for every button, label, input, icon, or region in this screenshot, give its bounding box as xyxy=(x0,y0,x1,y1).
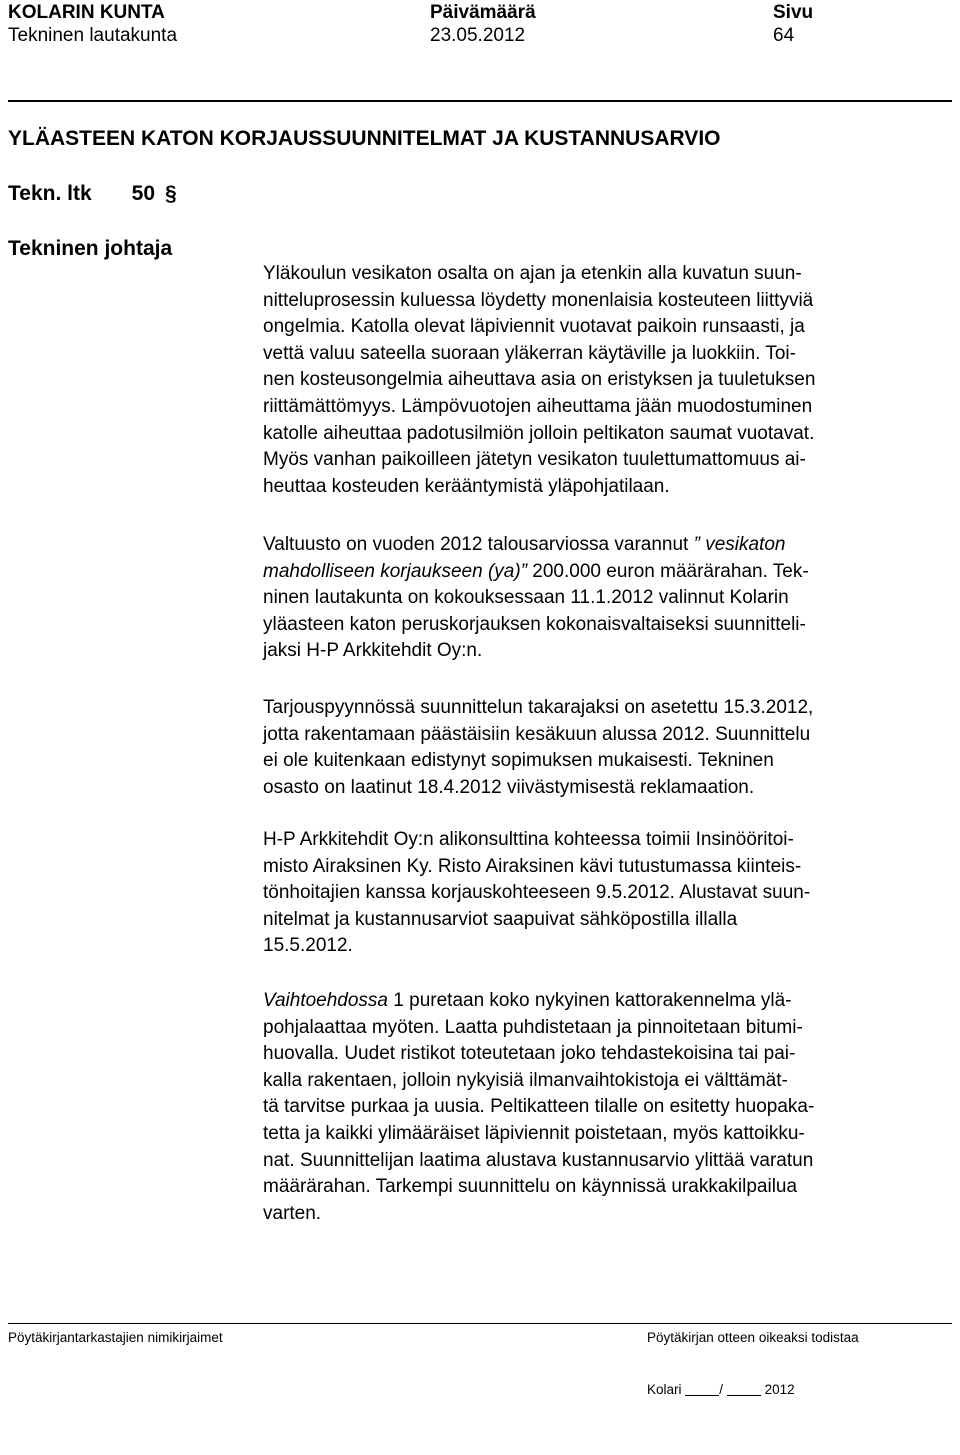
header-rule xyxy=(8,100,952,102)
month-blank xyxy=(727,1380,761,1396)
footer-initials-label: Pöytäkirjantarkastajien nimikirjaimet xyxy=(8,1330,223,1345)
board-name: Tekninen lautakunta xyxy=(8,25,178,46)
signature-year: 2012 xyxy=(764,1382,795,1397)
footer-rule xyxy=(8,1323,952,1324)
place-name: Kolari xyxy=(647,1382,682,1397)
paragraph-4: H-P Arkkitehdit Oy:n alikonsulttina kohteessa toimii Insinööritoi- misto Airaksinen Ky. Risto Airaksinen kävi tutustumassa kiinteis- tönhoitajien kanssa korjauskohteeseen 9.5.2012. Alustavat suun- nitelmat ja kustannusarviot saapuivat sähköpostilla illalla 15.5.2012. xyxy=(263,829,811,957)
section-number xyxy=(8,182,177,206)
signature-date-line xyxy=(647,1380,795,1397)
day-blank xyxy=(685,1380,719,1396)
paragraph-3: Tarjouspyynnössä suunnittelun takarajaksi on asetettu 15.3.2012, jotta rakentamaan päästäisiin kesäkuun alussa 2012. Suunnittelu ei ole kuitenkaan edistynyt sopimuksen mukaisesti. Tekninen osasto on laatinut 18.4.2012 viivästymisestä reklamaation. xyxy=(263,697,814,798)
page-title: YLÄASTEEN KATON KORJAUSSUUNNITELMAT JA KUSTANNUSARVIO xyxy=(8,127,721,150)
page-label: Sivu xyxy=(773,2,814,23)
page-number: 64 xyxy=(773,25,795,46)
date-label: Päivämäärä xyxy=(430,2,536,23)
paragraph-1: Yläkoulun vesikaton osalta on ajan ja etenkin alla kuvatun suun- nitteluprosessin kuluessa löydetty monenlaisia kosteuteen liittyviä ongelmia. Katolla olevat läpiviennit vuotavat paikoin runsaasti, ja vettä valuu sateella suoraan yläkerran käytäville ja luokkiin. Toi- nen kosteusongelmia aiheuttava asia on eristyksen ja tuuletuksen riittämättömyys. Lämpövuotojen aiheuttama jään muodostuminen katolle aiheuttaa padotusilmiön jolloin peltikaton saumat vuotavat. Myös vanhan paikoilleen jätetyn vesikaton tuulettumattomuus ai- heuttaa kosteuden kerääntymistä yläpohjatilaan. xyxy=(263,263,816,497)
footer-certify-label: Pöytäkirjan otteen oikeaksi todistaa xyxy=(647,1330,859,1345)
date-value: 23.05.2012 xyxy=(430,25,526,46)
section-symbol: § xyxy=(165,182,177,205)
org-name: KOLARIN KUNTA xyxy=(8,2,165,23)
paragraph-5: Vaihtoehdossa 1 puretaan koko nykyinen kattorakennelma ylä- pohjalaattaa myöten. Laatta puhdistetaan ja pinnoitetaan bitumi- huovalla. Uudet ristikot toteutetaan joko tehdastekoisina tai pai- kalla rakentaen, jolloin nykyisiä ilmanvaihtokistoja ei välttämät- tä tarvitse purkaa ja uusia. Peltikatteen tilalle on esitetty huopaka- tetta ja kaikki ylimääräiset läpiviennit poistetaan, myös kattoikku- nat. Suunnittelijan laatima alustava kustannusarvio ylittää varatun määrärahan. Tarkempi suunnittelu on käynnissä urakkakilpailua varten. xyxy=(263,990,815,1224)
presenter-label: Tekninen johtaja xyxy=(8,237,173,260)
section-prefix: Tekn. ltk xyxy=(8,182,92,205)
section-num: 50 xyxy=(131,182,155,205)
paragraph-2: Valtuusto on vuoden 2012 talousarviossa varannut ” vesikaton mahdolliseen korjaukseen (ya)” 200.000 euron määrärahan. Tek- ninen lautakunta on kokouksessaan 11.1.2012 valinnut Kolarin yläasteen katon peruskorjauksen kokonaisvaltaiseksi suunnitteli- jaksi H-P Arkkitehdit Oy:n. xyxy=(263,534,809,662)
date-separator: / xyxy=(719,1382,724,1397)
